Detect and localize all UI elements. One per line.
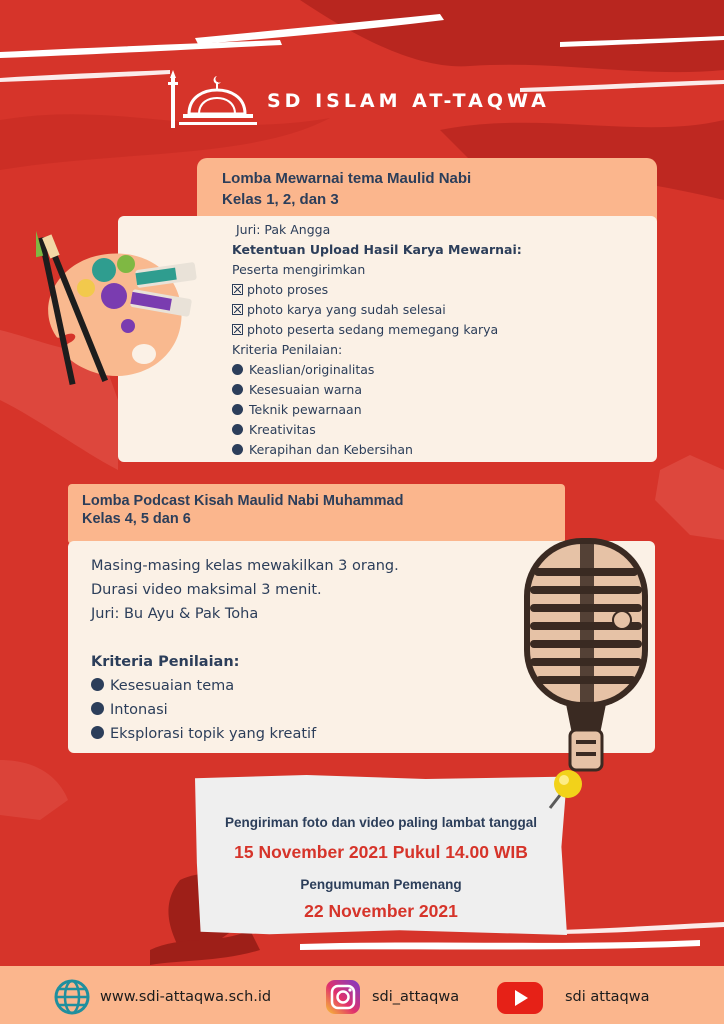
list-item: Kreativitas (232, 420, 652, 440)
deadline-date: 15 November 2021 Pukul 14.00 WIB (234, 842, 528, 862)
note-line1: Pengiriman foto dan video paling lambat tanggal (224, 815, 538, 830)
bullet-icon (91, 726, 104, 739)
section2-line: Durasi video maksimal 3 menit. (91, 582, 322, 598)
section1-criteria-heading: Kriteria Penilaian: (232, 342, 343, 357)
section2-title (82, 492, 403, 528)
section1-title-line2: Kelas 1, 2, dan 3 (222, 191, 339, 208)
section2-line: Masing-masing kelas mewakilkan 3 orang. (91, 558, 399, 574)
section2-criteria-heading: Kriteria Penilaian: (91, 654, 240, 670)
youtube-icon (496, 981, 544, 1015)
bullet-icon (232, 364, 243, 375)
pushpin-icon (540, 764, 590, 814)
list-item: Intonasi (91, 698, 511, 722)
checkbox-icon (232, 284, 243, 295)
bullet-icon (232, 424, 243, 435)
website-link[interactable]: www.sdi-attaqwa.sch.id (100, 989, 272, 1005)
list-item: Kesesuaian tema (91, 674, 511, 698)
list-item: photo peserta sedang memegang karya (232, 320, 652, 340)
mosque-icon (165, 70, 265, 130)
list-item: photo proses (232, 280, 652, 300)
bullet-icon (232, 384, 243, 395)
header (165, 70, 565, 130)
checkbox-icon (232, 304, 243, 315)
microphone-icon (516, 534, 656, 774)
note-line2: Pengumuman Pemenang (300, 877, 462, 892)
instagram-handle[interactable]: sdi_attaqwa (372, 989, 460, 1005)
section1-title (222, 168, 471, 210)
section1-content (232, 220, 652, 460)
announcement-date: 22 November 2021 (304, 901, 458, 921)
list-item: Teknik pewarnaan (232, 400, 652, 420)
checkbox-icon (232, 324, 243, 335)
list-item: Kerapihan dan Kebersihan (232, 440, 652, 460)
instagram-icon (325, 979, 361, 1015)
school-name: SD ISLAM AT-TAQWA (267, 90, 550, 112)
section2-title-line2: Kelas 4, 5 dan 6 (82, 511, 191, 527)
section1-upload-heading: Ketentuan Upload Hasil Karya Mewarnai: (232, 242, 522, 257)
globe-icon (53, 978, 91, 1016)
list-item: Eksplorasi topik yang kreatif (91, 722, 511, 746)
list-item: Kesesuaian warna (232, 380, 652, 400)
list-item: Keaslian/originalitas (232, 360, 652, 380)
bullet-icon (91, 702, 104, 715)
section2-content (91, 554, 511, 746)
bullet-icon (232, 444, 243, 455)
section2-title-line1: Lomba Podcast Kisah Maulid Nabi Muhammad (82, 493, 404, 509)
youtube-channel[interactable]: sdi attaqwa (565, 989, 650, 1005)
section1-title-line1: Lomba Mewarnai tema Maulid Nabi (222, 170, 472, 187)
bullet-icon (91, 678, 104, 691)
list-item: photo karya yang sudah selesai (232, 300, 652, 320)
bullet-icon (232, 404, 243, 415)
paint-palette-icon (36, 226, 206, 396)
section1-judge: Juri: Pak Angga (236, 222, 331, 237)
section2-line: Juri: Bu Ayu & Pak Toha (91, 606, 259, 622)
section1-upload-intro: Peserta mengirimkan (232, 262, 366, 277)
